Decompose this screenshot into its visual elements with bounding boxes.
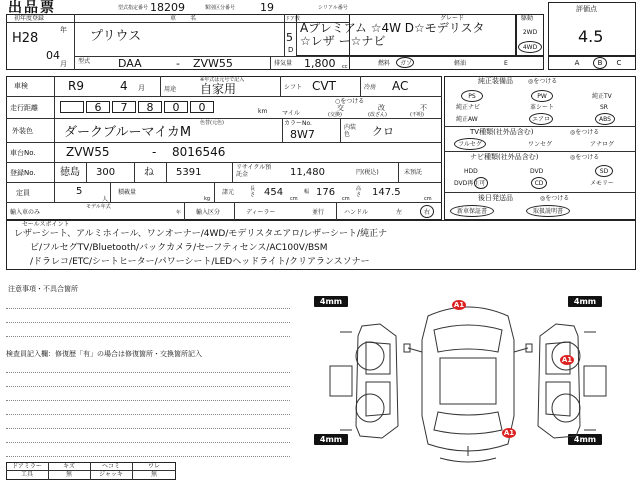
type-code-value: 18209 bbox=[150, 1, 185, 14]
orig-color-label: 色替(元色) bbox=[200, 120, 224, 126]
equip-ps-circle bbox=[461, 90, 483, 102]
recycle-unpaid[interactable]: 未預託 bbox=[404, 169, 423, 176]
nav-sd[interactable]: SD bbox=[599, 168, 609, 175]
chassis-label: 車台No. bbox=[10, 149, 36, 157]
tire-rl: 4mm bbox=[314, 434, 348, 445]
nav-caption: ◎をつける bbox=[570, 154, 600, 161]
length-value: 454 bbox=[264, 187, 284, 198]
mileage-digit-2: 6 bbox=[86, 101, 110, 113]
equip-abs-circle bbox=[595, 113, 615, 125]
car-diagram bbox=[300, 296, 636, 466]
class-code-value: 19 bbox=[260, 1, 274, 14]
legend-v-2: 無 bbox=[65, 471, 72, 478]
ac-value: AC bbox=[392, 79, 409, 93]
mileage-opt-swap[interactable]: 交 bbox=[337, 104, 344, 112]
mileage-digit-1 bbox=[60, 101, 84, 113]
drive-4wd[interactable]: 4WD bbox=[522, 44, 538, 51]
sales-points-label: セールスポイント bbox=[22, 221, 70, 228]
plate-class: 300 bbox=[96, 167, 116, 178]
width-unit: cm bbox=[342, 196, 350, 202]
equip-aw[interactable]: 純正AW bbox=[456, 116, 478, 123]
door-type: D bbox=[288, 46, 294, 54]
model-value: ZVW55 bbox=[193, 57, 233, 70]
after-warranty[interactable]: 新車保証書 bbox=[456, 208, 487, 215]
after-warranty-circle bbox=[450, 205, 494, 217]
ext-color-value: ダークブルーマイカM bbox=[64, 125, 192, 140]
page-title: 出品票 bbox=[8, 0, 56, 16]
interior-c[interactable]: C bbox=[616, 59, 622, 67]
year-suffix: 年 bbox=[60, 26, 67, 34]
mileage-unit: km bbox=[258, 108, 268, 115]
fuel-e[interactable]: E bbox=[504, 60, 508, 67]
legend-v-4: 無 bbox=[150, 471, 157, 478]
nav-cd-circle bbox=[531, 177, 547, 189]
first-reg-label: 初年度登録 bbox=[14, 15, 45, 22]
nav-title: ナビ種類(社外品含む) bbox=[470, 153, 539, 161]
mileage-opt-mile[interactable]: マイル bbox=[282, 110, 300, 117]
recycle-label: リサイクル預託金 bbox=[236, 164, 272, 178]
mileage-digit-5: 0 bbox=[164, 101, 188, 113]
legend-h-3: ヘコミ bbox=[101, 463, 120, 470]
capacity-value: 5 bbox=[76, 186, 83, 197]
fuel-gas-circle bbox=[396, 57, 414, 68]
chassis-number: 8016546 bbox=[172, 145, 226, 159]
model-prefix: DAA bbox=[118, 57, 142, 70]
import-handle: ハンドル bbox=[344, 209, 369, 216]
int-color-label: 内装色 bbox=[344, 124, 357, 138]
length-label: 長さ bbox=[250, 186, 256, 198]
serial-label: シリアル番号 bbox=[318, 5, 348, 11]
length-unit: cm bbox=[290, 196, 298, 202]
car-name-label: 車名 bbox=[170, 15, 211, 22]
capacity-label: 定員 bbox=[16, 189, 30, 197]
car-name-value: プリウス bbox=[90, 29, 142, 44]
shift-value: CVT bbox=[312, 79, 336, 93]
inspect-era: R9 bbox=[68, 79, 84, 93]
damage-mark-rear[interactable]: A1 bbox=[503, 429, 515, 437]
after-title: 後日発送品 bbox=[478, 194, 513, 202]
mileage-digit-6: 0 bbox=[190, 101, 214, 113]
sales-line-3: /ドラレコ/ETC/シートヒーター/パワーシート/LEDヘッドライト/クリアランスソナー bbox=[30, 257, 370, 267]
door-count: 5 bbox=[286, 31, 293, 44]
score-label: 評価点 bbox=[576, 5, 597, 13]
nav-dvd-play[interactable]: DVD再生可 bbox=[454, 180, 486, 187]
legend-h-1: ドアミラー bbox=[12, 463, 42, 470]
fuel-label: 燃料 bbox=[378, 60, 391, 67]
month-suffix: 月 bbox=[60, 60, 67, 68]
import-parallel[interactable]: 並行 bbox=[312, 209, 325, 216]
fuel-diesel[interactable]: 軽油 bbox=[454, 60, 467, 67]
import-category-label: 輸入区分 bbox=[196, 209, 221, 216]
class-code-label: 類別区分番号 bbox=[205, 5, 236, 11]
use-label: 用途 bbox=[164, 86, 177, 93]
inspect-month-suffix: 月 bbox=[138, 84, 145, 92]
load-label: 積載量 bbox=[118, 189, 137, 196]
model-year-label: モデル年式 bbox=[86, 204, 111, 210]
drive-4wd-circle bbox=[518, 41, 542, 53]
tire-fr: 4mm bbox=[568, 296, 602, 307]
plate-number: 5391 bbox=[176, 167, 202, 178]
width-value: 176 bbox=[316, 187, 336, 198]
mileage-label: 走行距離 bbox=[10, 104, 38, 112]
tv-analog[interactable]: アナログ bbox=[590, 141, 615, 148]
damage-mark-side[interactable]: A1 bbox=[561, 356, 573, 364]
equip-pw[interactable]: PW bbox=[537, 93, 547, 100]
color-code-value: 8W7 bbox=[290, 128, 315, 141]
mileage-opt-swap-sub: (交換) bbox=[328, 112, 342, 118]
height-unit: cm bbox=[424, 196, 432, 202]
model-year-unit: 年 bbox=[176, 210, 182, 216]
record-title: 検査員記入欄：修復歴「有」の場合は修復箇所・交換箇所記入 bbox=[6, 350, 202, 358]
interior-a[interactable]: A bbox=[574, 59, 580, 67]
recycle-value: 11,480 bbox=[290, 167, 325, 178]
mileage-digit-3: 7 bbox=[112, 101, 136, 113]
shift-label: シフト bbox=[284, 84, 303, 91]
mileage-opt-rewound-sub: (改ざん) bbox=[368, 112, 387, 118]
equip-leather[interactable]: 革シート bbox=[530, 104, 555, 111]
tire-rr: 4mm bbox=[568, 434, 602, 445]
nav-cd[interactable]: CD bbox=[534, 180, 544, 187]
legend-h-2: キズ bbox=[63, 463, 75, 470]
tv-fullseg[interactable]: フルセグ bbox=[458, 141, 482, 148]
legend-h-4: ワレ bbox=[147, 463, 160, 470]
type-code-label: 型式指定番号 bbox=[118, 5, 149, 11]
equip-abs[interactable]: ABS bbox=[599, 116, 611, 123]
plate-region: 徳島 bbox=[60, 167, 80, 178]
interior-b[interactable]: B bbox=[597, 59, 603, 67]
plate-kana: ね bbox=[144, 167, 154, 178]
displacement-label: 排気量 bbox=[274, 60, 293, 67]
equip-navi[interactable]: 純正ナビ bbox=[456, 104, 481, 111]
nav-memory[interactable]: メモリー bbox=[590, 180, 615, 187]
height-value: 147.5 bbox=[372, 187, 401, 198]
width-label: 幅 bbox=[304, 189, 310, 195]
tire-fl: 4mm bbox=[314, 296, 348, 307]
interior-b-circle bbox=[593, 57, 607, 69]
legend-v-1: 工具 bbox=[20, 471, 33, 478]
equip-aero[interactable]: エアロ bbox=[531, 116, 550, 123]
inspect-month: 4 bbox=[120, 79, 128, 93]
import-label: 輸入車のみ bbox=[10, 209, 41, 216]
grade-value: Aプレミアム ☆4W D☆モデリスタ☆レザ ー☆ナビ bbox=[300, 21, 485, 48]
equip-tv[interactable]: 純正TV bbox=[592, 93, 612, 100]
mileage-opt-rewound[interactable]: 改 bbox=[378, 104, 385, 112]
use-value: 自家用 bbox=[200, 82, 237, 96]
inspect-label: 車検 bbox=[14, 82, 28, 90]
equip-aero-circle bbox=[529, 113, 553, 125]
chassis-prefix: ZVW55 bbox=[66, 145, 110, 159]
recycle-unit: 円(税込) bbox=[356, 169, 379, 176]
after-manual-circle bbox=[526, 205, 570, 217]
equip-pw-circle bbox=[531, 90, 553, 102]
tv-caption: ◎をつける bbox=[570, 129, 600, 136]
nav-dvd[interactable]: DVD bbox=[530, 168, 544, 175]
sales-line-2: ビ/フルセグTV/Bluetooth/バックカメラ/セーフティセンス/AC100V/BSM bbox=[30, 243, 328, 253]
height-label: 高さ bbox=[356, 186, 362, 198]
import-right[interactable]: 右 bbox=[424, 209, 431, 216]
ac-label: 冷房 bbox=[364, 84, 377, 91]
equip-ps[interactable]: PS bbox=[468, 93, 476, 100]
tv-oneseg[interactable]: ワンセグ bbox=[528, 141, 553, 148]
capacity-unit: 人 bbox=[102, 196, 109, 203]
nav-dvd-play-circle bbox=[474, 177, 488, 189]
color-code-label: カラーNo. bbox=[284, 120, 312, 127]
era-note: ※年式は元号で記入 bbox=[200, 77, 245, 83]
int-color-value: クロ bbox=[372, 125, 394, 138]
nav-hdd[interactable]: HDD bbox=[464, 168, 478, 175]
sales-line-1: レザーシート、アルミホイール、ワンオーナー/4WD/モデリスタエアロ/レザーシート/純正ナ bbox=[14, 229, 388, 239]
model-sep: - bbox=[176, 57, 180, 70]
displacement-unit: cc bbox=[342, 64, 348, 70]
damage-mark-front[interactable]: A1 bbox=[453, 301, 465, 309]
ext-color-label: 外装色 bbox=[12, 127, 33, 135]
model-label: 型式 bbox=[78, 58, 91, 65]
drive-label: 駆動 bbox=[521, 15, 534, 22]
after-caption: ◎をつける bbox=[540, 195, 570, 202]
first-reg-month: 04 bbox=[46, 49, 60, 62]
equip-sr[interactable]: SR bbox=[600, 104, 608, 111]
import-left[interactable]: 左 bbox=[396, 209, 403, 216]
caution-title: 注意事項・不具合箇所 bbox=[8, 285, 78, 293]
dims-label: 諸元 bbox=[222, 189, 235, 196]
chassis-sep: - bbox=[152, 145, 157, 159]
mileage-digit-4: 8 bbox=[138, 101, 162, 113]
load-unit: kg bbox=[204, 196, 211, 202]
displacement-value: 1,800 bbox=[304, 57, 336, 70]
grade-label: グレード bbox=[440, 15, 465, 22]
fuel-gas[interactable]: ガソ bbox=[400, 60, 413, 67]
tv-title: TV種類(社外品含む) bbox=[470, 128, 534, 136]
door-label: ドア数 bbox=[285, 16, 300, 22]
after-manual[interactable]: 取扱説明書 bbox=[532, 208, 563, 215]
genuine-caption: ◎をつける bbox=[528, 78, 558, 85]
legend-v-3: ジャッキ bbox=[99, 471, 123, 478]
import-dealer[interactable]: ディーラー bbox=[246, 209, 276, 216]
plate-label: 登録No. bbox=[10, 169, 36, 177]
import-right-circle bbox=[420, 205, 434, 218]
nav-sd-circle bbox=[595, 165, 613, 177]
mileage-caption: ○をつける bbox=[335, 98, 365, 105]
first-reg-era: H28 bbox=[12, 31, 39, 46]
mileage-opt-unknown[interactable]: 不 bbox=[420, 104, 427, 112]
tv-fullseg-circle bbox=[454, 138, 486, 150]
score-value: 4.5 bbox=[578, 27, 604, 46]
mileage-opt-unknown-sub: (不明) bbox=[410, 112, 424, 118]
drive-2wd[interactable]: 2WD bbox=[522, 29, 538, 36]
genuine-title: 純正装備品 bbox=[478, 77, 513, 85]
